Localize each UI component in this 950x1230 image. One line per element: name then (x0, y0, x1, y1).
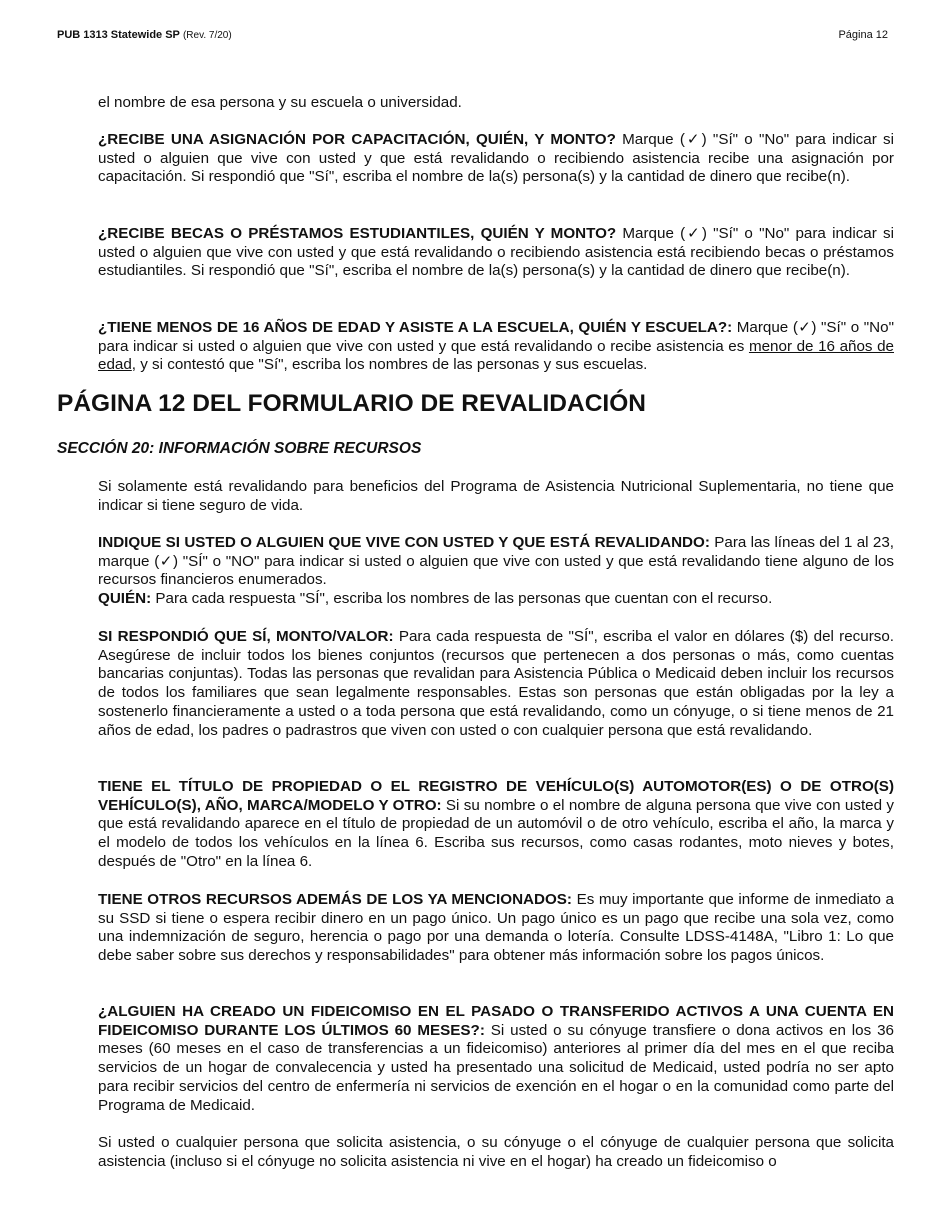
heading-training-allowance: ¿RECIBE UNA ASIGNACIÓN POR CAPACITACIÓN, QUIÉN, Y MONTO? (98, 131, 616, 148)
heading-student-loans: ¿RECIBE BECAS O PRÉSTAMOS ESTUDIANTILES, QUIÉN Y MONTO? (98, 225, 617, 242)
paragraph-life-insurance: Si solamente está revalidando para beneficios del Programa de Asistencia Nutricional Suplementaria, no tiene que indicar si tiene seguro de vida. (98, 478, 894, 514)
section-title: SECCIÓN 20: INFORMACIÓN SOBRE RECURSOS (57, 440, 422, 457)
underlined-term: menor de 16 años de edad (98, 337, 894, 374)
paragraph-training-allowance: ¿RECIBE UNA ASIGNACIÓN POR CAPACITACIÓN, QUIÉN, Y MONTO? Marque (✓) "Sí" o "No" para indicar si usted o alguien que vive con usted y que está revalidando o recibiendo asistencia recibe una asignación por capacitación. Si respondió que "Sí", escriba el nombre de la(s) persona(s) y la cantidad de dinero que recibe(n). (98, 131, 894, 186)
document-id (57, 29, 232, 41)
heading-indicate-resources: INDIQUE SI USTED O ALGUIEN QUE VIVE CON USTED Y QUE ESTÁ REVALIDANDO: (98, 534, 710, 551)
paragraph-school-name: el nombre de esa persona y su escuela o universidad. (98, 94, 462, 111)
paragraph-trust-continued: Si usted o cualquier persona que solicita asistencia, o su cónyuge o el cónyuge de cualquier persona que solicita asistencia (incluso si el cónyuge no solicita asistencia ni vive en el hogar) ha creado un fideicomiso o (98, 1134, 894, 1170)
page-title: PÁGINA 12 DEL FORMULARIO DE REVALIDACIÓN (57, 390, 646, 417)
heading-under-16: ¿TIENE MENOS DE 16 AÑOS DE EDAD Y ASISTE A LA ESCUELA, QUIÉN Y ESCUELA?: (98, 319, 733, 336)
page-number: Página 12 (838, 29, 888, 41)
heading-trust: ¿ALGUIEN HA CREADO UN FIDEICOMISO EN EL PASADO O TRANSFERIDO ACTIVOS A UNA CUENTA EN FIDEICOMISO DURANTE LOS ÚLTIMOS 60 MESES?: (98, 1003, 894, 1039)
paragraph-student-loans: ¿RECIBE BECAS O PRÉSTAMOS ESTUDIANTILES, QUIÉN Y MONTO? Marque (✓) "Sí" o "No" para indicar si usted o alguien que vive con usted y que está revalidando o recibiendo asistencia está recibiendo becas o préstamos estudiantiles. Si respondió que "Sí", escriba el nombre de la(s) persona(s) y la cantidad de dinero que recibe(n). (98, 225, 894, 280)
paragraph-amount-value: SI RESPONDIÓ QUE SÍ, MONTO/VALOR: Para cada respuesta de "SÍ", escriba el valor en dólares ($) del recurso. Asegúrese de incluir todos los bienes conjuntos (recursos que pertenecen a dos personas o más, como cuentas bancarias conjuntas). Todas las personas que revalidan para Asistencia Pública o Medicaid deben incluir los recursos de todos los familiares que sean legalmente responsables. Estas son personas que están obligadas por la ley a sostenerlo financieramente a usted o a toda persona que está revalidando, como un cónyuge, o si tiene menos de 21 años de edad, los padres o padrastros que viven con usted o con cualquier persona que está revalidando. (98, 628, 895, 739)
paragraph-trust: ¿ALGUIEN HA CREADO UN FIDEICOMISO EN EL PASADO O TRANSFERIDO ACTIVOS A UNA CUENTA EN FIDEICOMISO DURANTE LOS ÚLTIMOS 60 MESES?: Si usted o su cónyuge transfiere o dona activos en los 36 meses (60 meses en el caso de transferencias a un fideicomiso) anteriores al primer día del mes en el que reciba servicios de un hogar de convalecencia y usted ha presentado una solicitud de Medicaid, usted podría no ser apto para recibir servicios del centro de enfermería ni servicios de exención en el hogar o en la comunidad como parte del Programa de Medicaid. (98, 1003, 894, 1114)
paragraph-vehicles: TIENE EL TÍTULO DE PROPIEDAD O EL REGISTRO DE VEHÍCULO(S) AUTOMOTOR(ES) O DE OTRO(S) VEHÍCULO(S), AÑO, MARCA/MODELO Y OTRO: Si su nombre o el nombre de alguna persona que vive con usted y que está revalidando aparece en el título de propiedad de un automóvil o de otro vehículo, escriba el año, la marca y el modelo de todos los vehículos en la línea 6. Escriba sus recursos, como casas rodantes, moto nieves y botes, después de "Otro" en la línea 6. (98, 778, 894, 870)
heading-amount-value: SI RESPONDIÓ QUE SÍ, MONTO/VALOR: (98, 628, 394, 645)
paragraph-under-16: ¿TIENE MENOS DE 16 AÑOS DE EDAD Y ASISTE A LA ESCUELA, QUIÉN Y ESCUELA?: Marque (✓) "Sí" o "No" para indicar si usted o alguien que vive con usted y que está revalidando o recibe asistencia es menor de 16 años de edad, y si contestó que "Sí", escriba los nombres de las personas y sus escuelas. (98, 319, 894, 374)
paragraph-other-resources: TIENE OTROS RECURSOS ADEMÁS DE LOS YA MENCIONADOS: Es muy importante que informe de inmediato a su SSD si tiene o espera recibir dinero en un pago único. Un pago único es un pago que recibe una sola vez, como una indemnización de seguro, herencia o pago por una demanda o lotería. Consulte LDSS-4148A, "Libro 1: Lo que debe saber sobre sus derechos y responsabilidades" para obtener más información sobre los pagos únicos. (98, 891, 894, 965)
heading-vehicles: TIENE EL TÍTULO DE PROPIEDAD O EL REGISTRO DE VEHÍCULO(S) AUTOMOTOR(ES) O DE OTRO(S) VEHÍCULO(S), AÑO, MARCA/MODELO Y OTRO: (98, 778, 894, 814)
paragraph-indicate-resources: INDIQUE SI USTED O ALGUIEN QUE VIVE CON USTED Y QUE ESTÁ REVALIDANDO: Para las líneas del 1 al 23, marque (✓) "SÍ" o "NO" para indicar si usted o alguien que vive con usted y que está revalidando tiene alguno de los recursos financieros enumerados. QUIÉN: Para cada respuesta "SÍ", escriba los nombres de las personas que cuentan con el recurso. (98, 534, 894, 608)
revision: (Rev. 7/20) (182, 30, 232, 41)
publication-number: PUB 1313 Statewide SP (57, 29, 180, 41)
heading-other-resources: TIENE OTROS RECURSOS ADEMÁS DE LOS YA MENCIONADOS: (98, 891, 572, 908)
heading-who: QUIÉN: (98, 590, 152, 608)
